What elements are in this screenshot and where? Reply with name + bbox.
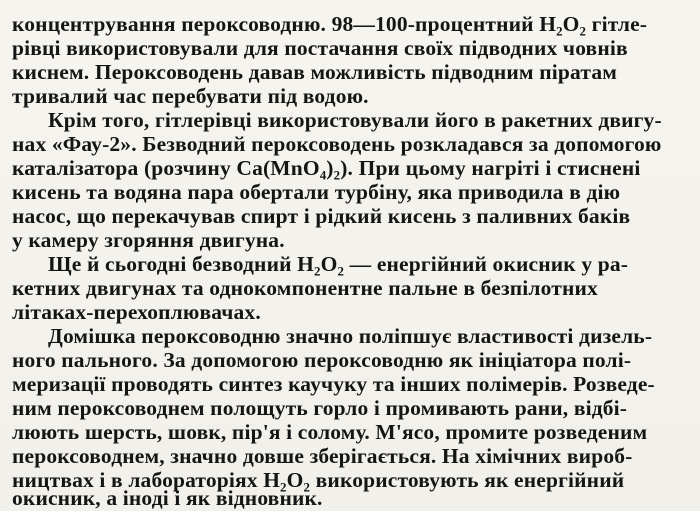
text-line-13: літаках-перехоплювачах. xyxy=(12,300,261,324)
text-line-3: киснем. Пероксоводень давав можливість підводним піратам xyxy=(12,60,618,84)
text-line-15: ного пального. За допомогою пероксоводню як ініціатора полі- xyxy=(12,348,632,372)
text-line-9: насос, що перекачував спирт і рідкий кисень з паливних баків xyxy=(12,204,631,228)
text-line-12: кетних двигунах та однокомпонентне пальне в безпілотних xyxy=(12,276,598,300)
text-line-5: Крім того, гітлерівці використовували його в ракетних двигу- xyxy=(48,108,662,132)
text-line-14: Домішка пероксоводню значно поліпшує властивості дизель- xyxy=(48,324,653,348)
text-line-8: кисень та водяна пара обертали турбіну, яка приводила в дію xyxy=(12,180,621,204)
text-line-6: нах «Фау-2». Безводний пероксоводень розкладався за допомогою xyxy=(12,132,662,156)
text-line-20: ництвах і в лабораторіях H₂O₂ використовують як енергійний xyxy=(12,468,625,492)
text-line-16: меризації проводять синтез каучуку та інших полімерів. Розведе- xyxy=(12,372,655,396)
text-line-10: у камеру згоряння двигуна. xyxy=(12,228,285,252)
text-line-17: ним пероксоводнем полощуть горло і промивають рани, відбі- xyxy=(12,396,628,420)
text-line-19: пероксоводнем, значно довше зберігається. На хімічних вироб- xyxy=(12,444,633,468)
text-line-2: рівці використовували для постачання своїх підводних човнів xyxy=(12,36,628,60)
text-line-11: Ще й сьогодні безводний H₂O₂ — енергійний окисник у ра- xyxy=(48,252,629,276)
text-line-21: окисник, а іноді і як відновник. xyxy=(12,486,323,510)
text-line-1: концентрування пероксоводню. 98—100-процентний H₂O₂ гітле- xyxy=(12,12,648,36)
text-line-4: тривалий час перебувати під водою. xyxy=(12,84,369,108)
text-line-18: люють шерсть, шовк, пір'я і солому. М'ясо, промите розведеним xyxy=(12,420,648,444)
text-line-7: каталізатора (розчину Ca(MnO₄)₂). При цьому нагріті і стиснені xyxy=(12,156,641,180)
